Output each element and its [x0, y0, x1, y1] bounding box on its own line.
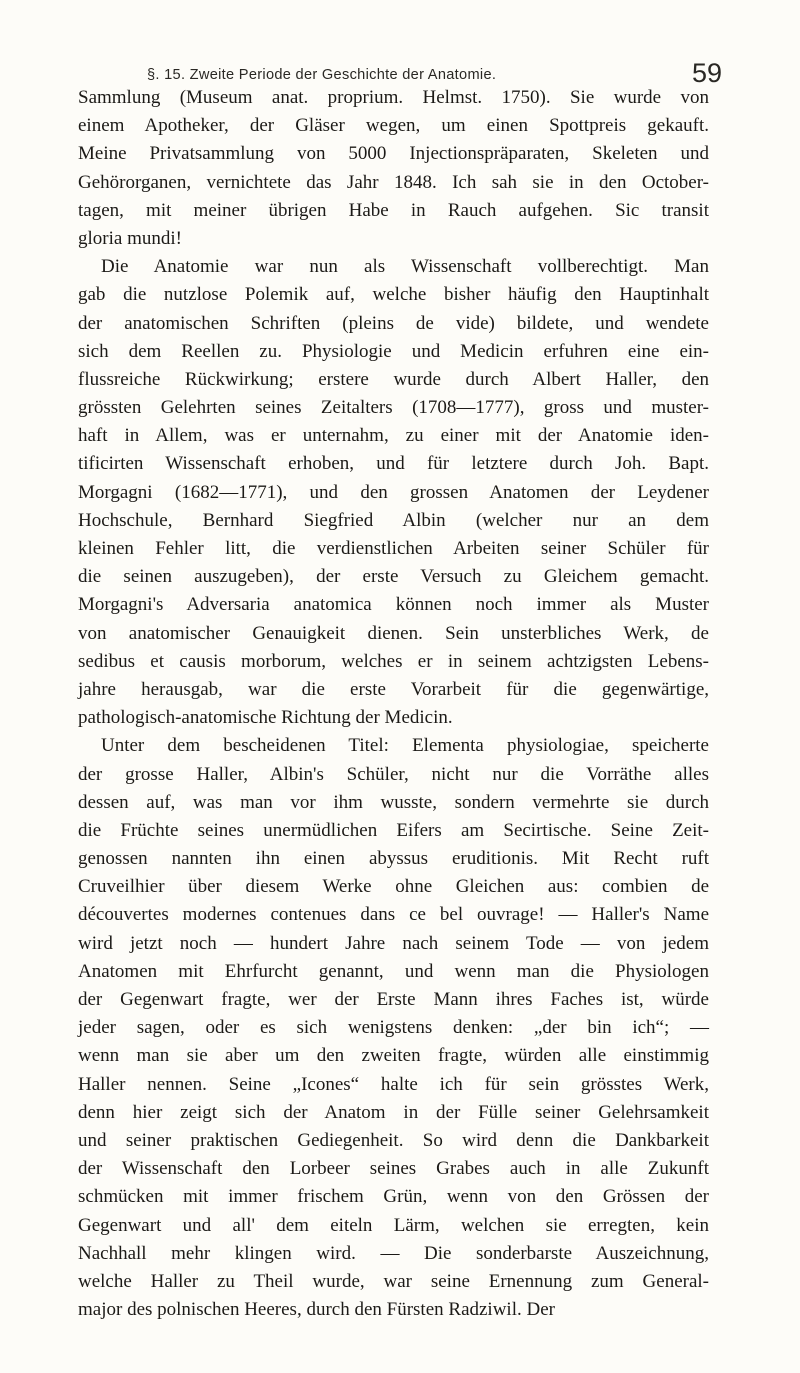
text-line: wird jetzt noch — hundert Jahre nach seinem Tode — von jedem	[78, 932, 709, 954]
text-line: schmücken mit immer frischem Grün, wenn von den Grössen der	[78, 1186, 709, 1208]
page-number: 59	[691, 58, 722, 88]
paragraph	[78, 84, 709, 253]
text-line: jahre herausgab, war die erste Vorarbeit für die gegenwärtige,	[78, 678, 709, 700]
text-line: dessen auf, was man vor ihm wusste, sondern vermehrte sie durch	[78, 791, 709, 813]
text-line: grössten Gelehrten seines Zeitalters (1708—1777), gross und muster-	[78, 397, 709, 419]
text-line: Sammlung (Museum anat. proprium. Helmst. 1750). Sie wurde von	[78, 87, 709, 108]
text-line: kleinen Fehler litt, die verdienstlichen Arbeiten seiner Schüler für	[78, 538, 709, 559]
text-line: der anatomischen Schriften (pleins de vide) bildete, und wendete	[78, 312, 709, 334]
text-line: Meine Privatsammlung von 5000 Injectionspräparaten, Skeleten und	[78, 143, 709, 165]
text-line: wenn man sie aber um den zweiten fragte, würden alle einstimmig	[78, 1045, 709, 1067]
paragraph	[78, 732, 709, 1324]
text-line: der Wissenschaft den Lorbeer seines Grabes auch in alle Zukunft	[78, 1158, 709, 1180]
text-line: jeder sagen, oder es sich wenigstens denken: „der bin ich“; —	[78, 1017, 709, 1039]
text-line: Gehörorganen, vernichtete das Jahr 1848. Ich sah sie in den October-	[78, 171, 709, 193]
text-line: denn hier zeigt sich der Anatom in der Fülle seiner Gelehrsamkeit	[78, 1101, 709, 1123]
text-line: sich dem Reellen zu. Physiologie und Medicin erfuhren eine ein-	[78, 340, 709, 362]
text-line: pathologisch-anatomische Richtung der Medicin.	[78, 707, 453, 729]
text-line: tagen, mit meiner übrigen Habe in Rauch aufgehen. Sic transit	[78, 199, 709, 221]
text-line: haft in Allem, was er unternahm, zu einer mit der Anatomie iden-	[78, 425, 709, 447]
text-line: sedibus et causis morborum, welches er in seinem achtzigsten Lebens-	[78, 650, 709, 672]
text-line: Anatomen mit Ehrfurcht genannt, und wenn man die Physiologen	[78, 960, 709, 982]
text-line: und seiner praktischen Gediegenheit. So wird denn die Dankbarkeit	[78, 1129, 709, 1151]
text-line: Haller nennen. Seine „Icones“ halte ich für sein grösstes Werk,	[78, 1073, 709, 1095]
running-head: §. 15. Zweite Periode der Geschichte der Anatomie.	[147, 67, 497, 83]
text-line: der Gegenwart fragte, wer der Erste Mann ihres Faches ist, würde	[78, 989, 709, 1010]
text-line: einem Apotheker, der Gläser wegen, um einen Spottpreis gekauft.	[78, 115, 709, 137]
text-line: die Früchte seines unermüdlichen Eifers am Secirtische. Seine Zeit-	[78, 819, 709, 841]
body-text	[78, 84, 709, 1324]
text-line: Morgagni (1682—1771), und den grossen Anatomen der Leydener	[78, 481, 709, 503]
text-line: welche Haller zu Theil wurde, war seine Ernennung zum General-	[78, 1270, 709, 1292]
text-line: Die Anatomie war nun als Wissenschaft vollberechtigt. Man	[101, 256, 709, 278]
text-line: die seinen auszugeben), der erste Versuch zu Gleichem gemacht.	[78, 566, 709, 588]
text-line: Hochschule, Bernhard Siegfried Albin (welcher nur an dem	[78, 509, 709, 531]
text-line: gab die nutzlose Polemik auf, welche bisher häufig den Hauptinhalt	[78, 284, 709, 306]
text-line: découvertes modernes contenues dans ce bel ouvrage! — Haller's Name	[78, 904, 709, 926]
paragraph	[78, 253, 709, 732]
text-line: der grosse Haller, Albin's Schüler, nicht nur die Vorräthe alles	[78, 763, 709, 785]
text-line: Gegenwart und all' dem eiteln Lärm, welchen sie erregten, kein	[78, 1214, 709, 1236]
text-line: major des polnischen Heeres, durch den Fürsten Radziwil. Der	[78, 1299, 555, 1321]
text-line: Unter dem bescheidenen Titel: Elementa physiologiae, speicherte	[101, 735, 709, 757]
text-line: gloria mundi!	[78, 227, 182, 249]
text-line: Morgagni's Adversaria anatomica können noch immer als Muster	[78, 594, 709, 616]
text-line: genossen nannten ihn einen abyssus eruditionis. Mit Recht ruft	[78, 848, 709, 870]
text-line: Cruveilhier über diesem Werke ohne Gleichen aus: combien de	[78, 876, 709, 898]
text-line: flussreiche Rückwirkung; erstere wurde durch Albert Haller, den	[78, 368, 709, 390]
text-line: tificirten Wissenschaft erhoben, und für letztere durch Joh. Bapt.	[78, 453, 709, 475]
text-line: Nachhall mehr klingen wird. — Die sonderbarste Auszeichnung,	[78, 1242, 709, 1264]
text-line: von anatomischer Genauigkeit dienen. Sein unsterbliches Werk, de	[78, 622, 709, 644]
